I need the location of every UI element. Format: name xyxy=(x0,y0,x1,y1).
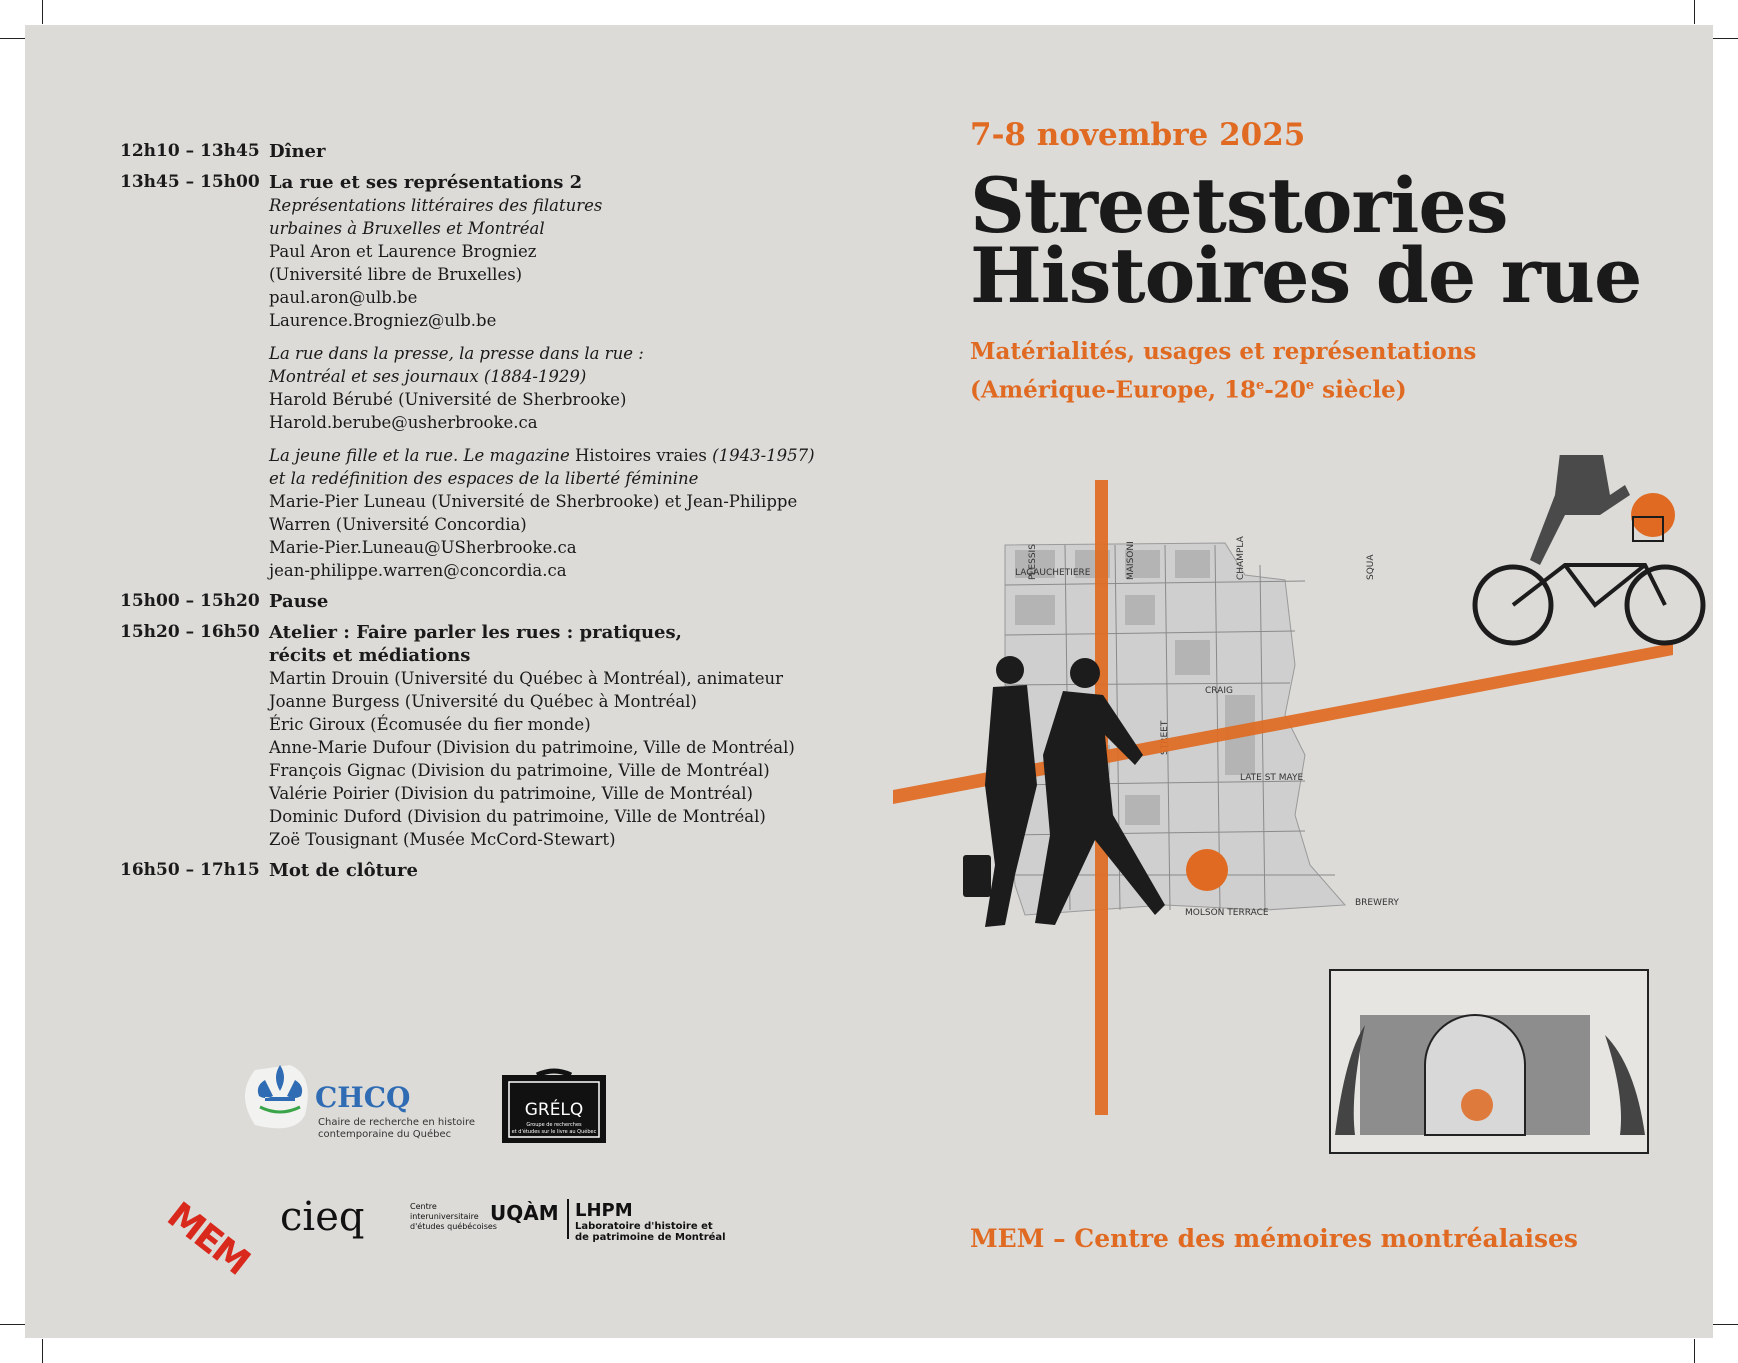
session-time: 13h45 – 15h00 xyxy=(120,172,260,192)
crop-mark xyxy=(0,1324,26,1325)
crop-mark xyxy=(1694,1339,1695,1363)
email-line: Harold.berube@usherbrooke.ca xyxy=(269,413,538,432)
crop-mark xyxy=(42,1339,43,1363)
svg-text:interuniversitaire: interuniversitaire xyxy=(410,1212,479,1221)
speaker-line: (Université libre de Bruxelles) xyxy=(269,265,523,284)
svg-text:BREWERY: BREWERY xyxy=(1355,898,1399,908)
svg-text:STREET: STREET xyxy=(1160,720,1170,755)
speaker-line: Anne-Marie Dufour (Division du patrimoine, Ville de Montréal) xyxy=(269,738,795,757)
svg-text:MOLSON TERRACE: MOLSON TERRACE xyxy=(1185,908,1269,918)
session-title: La rue et ses représentations 2 xyxy=(269,172,583,193)
svg-text:et d'études sur le livre au Qu: et d'études sur le livre au Québec xyxy=(511,1129,597,1135)
svg-text:de patrimoine de Montréal: de patrimoine de Montréal xyxy=(575,1232,726,1243)
crop-mark xyxy=(0,38,26,39)
svg-text:Laboratoire d'histoire et: Laboratoire d'histoire et xyxy=(575,1221,713,1232)
svg-text:UQÀM: UQÀM xyxy=(490,1201,559,1225)
email-line: Laurence.Brogniez@ulb.be xyxy=(269,311,497,330)
session-time: 12h10 – 13h45 xyxy=(120,141,260,161)
talk-title: La jeune fille et la rue. Le magazine Histoires vraies (1943-1957) xyxy=(269,446,815,465)
svg-text:CHCQ: CHCQ xyxy=(315,1081,411,1114)
session-title: Mot de clôture xyxy=(269,860,418,881)
svg-text:LHPM: LHPM xyxy=(575,1200,633,1221)
venue-footer: MEM – Centre des mémoires montréalaises xyxy=(970,1224,1578,1253)
arch-engraving-image xyxy=(1330,970,1648,1153)
partner-logos xyxy=(25,25,825,1338)
speaker-line: Dominic Duford (Division du patrimoine, Ville de Montréal) xyxy=(269,807,766,826)
crop-mark xyxy=(1712,38,1738,39)
brochure-sheet xyxy=(25,25,1713,1338)
session-title: Dîner xyxy=(269,141,326,162)
svg-text:Centre: Centre xyxy=(410,1202,437,1211)
orange-dot xyxy=(1186,849,1228,891)
speaker-line: Marie-Pier Luneau (Université de Sherbrooke) et Jean-Philippe xyxy=(269,492,798,511)
talk-title: Représentations littéraires des filatures xyxy=(269,196,603,215)
svg-text:CRAIG: CRAIG xyxy=(1205,686,1233,696)
speaker-line: Éric Giroux (Écomusée du fier monde) xyxy=(269,715,591,734)
talk-title: urbaines à Bruxelles et Montréal xyxy=(269,219,545,238)
cyclist-photo xyxy=(1475,455,1703,643)
orange-dot xyxy=(1631,493,1675,537)
svg-text:PLESSIS: PLESSIS xyxy=(1028,544,1038,580)
svg-text:GRÉLQ: GRÉLQ xyxy=(524,1100,584,1120)
talk-title: Montréal et ses journaux (1884-1929) xyxy=(269,367,587,386)
crop-mark xyxy=(42,0,43,24)
uqam-lhpm-logo xyxy=(490,1199,726,1243)
svg-text:Groupe de recherches: Groupe de recherches xyxy=(526,1122,582,1128)
svg-text:contemporaine du Québec: contemporaine du Québec xyxy=(318,1129,452,1140)
session-title: Atelier : Faire parler les rues : pratiques, xyxy=(269,622,682,643)
speaker-line: François Gignac (Division du patrimoine, Ville de Montréal) xyxy=(269,761,770,780)
svg-text:LAGAUCHETIERE: LAGAUCHETIERE xyxy=(1015,568,1091,578)
speaker-line: Martin Drouin (Université du Québec à Montréal), animateur xyxy=(269,669,783,688)
page-title: Streetstories Histoires de rue xyxy=(970,161,1642,320)
speaker-line: Joanne Burgess (Université du Québec à Montréal) xyxy=(269,692,697,711)
speaker-line: Harold Bérubé (Université de Sherbrooke) xyxy=(269,390,627,409)
chcq-logo xyxy=(245,1065,475,1140)
svg-text:MEM: MEM xyxy=(159,1194,256,1283)
svg-text:MAISONI: MAISONI xyxy=(1126,541,1136,580)
email-line: jean-philippe.warren@concordia.ca xyxy=(269,561,567,580)
speaker-line: Zoë Tousignant (Musée McCord-Stewart) xyxy=(269,830,616,849)
crop-mark xyxy=(1712,1324,1738,1325)
talk-title: La rue dans la presse, la presse dans la rue : xyxy=(269,344,644,363)
session-time: 15h20 – 16h50 xyxy=(120,622,260,642)
speaker-line: Warren (Université Concordia) xyxy=(269,515,527,534)
svg-text:d'études québécoises: d'études québécoises xyxy=(410,1222,497,1231)
speaker-line: Valérie Poirier (Division du patrimoine, Ville de Montréal) xyxy=(269,784,753,803)
subtitle: Matérialités, usages et représentations (Amérique-Europe, 18e-20e siècle) xyxy=(970,338,1477,404)
cieq-logo xyxy=(280,1194,497,1240)
session-time: 16h50 – 17h15 xyxy=(120,860,260,880)
cover-panel xyxy=(970,117,1690,408)
session-time: 15h00 – 15h20 xyxy=(120,591,260,611)
cover-collage xyxy=(865,455,1713,1215)
session-title: Pause xyxy=(269,591,329,612)
speaker-line: Paul Aron et Laurence Brogniez xyxy=(269,242,537,261)
session-title: récits et médiations xyxy=(269,645,471,666)
svg-text:LATE ST MAYE: LATE ST MAYE xyxy=(1240,773,1304,783)
event-date: 7-8 novembre 2025 xyxy=(970,117,1306,153)
svg-text:CHAMPLA: CHAMPLA xyxy=(1236,536,1246,580)
email-line: paul.aron@ulb.be xyxy=(269,288,418,307)
book-icon xyxy=(537,1071,571,1075)
svg-text:SQUA: SQUA xyxy=(1366,554,1376,580)
crop-mark xyxy=(1694,0,1695,24)
svg-text:Chaire de recherche en histoir: Chaire de recherche en histoire xyxy=(318,1117,476,1128)
email-line: Marie-Pier.Luneau@USherbrooke.ca xyxy=(269,538,577,557)
svg-text:cieq: cieq xyxy=(280,1194,365,1240)
talk-title: et la redéfinition des espaces de la liberté féminine xyxy=(269,469,699,488)
mem-logo xyxy=(159,1195,255,1283)
grelq-logo xyxy=(502,1071,606,1143)
